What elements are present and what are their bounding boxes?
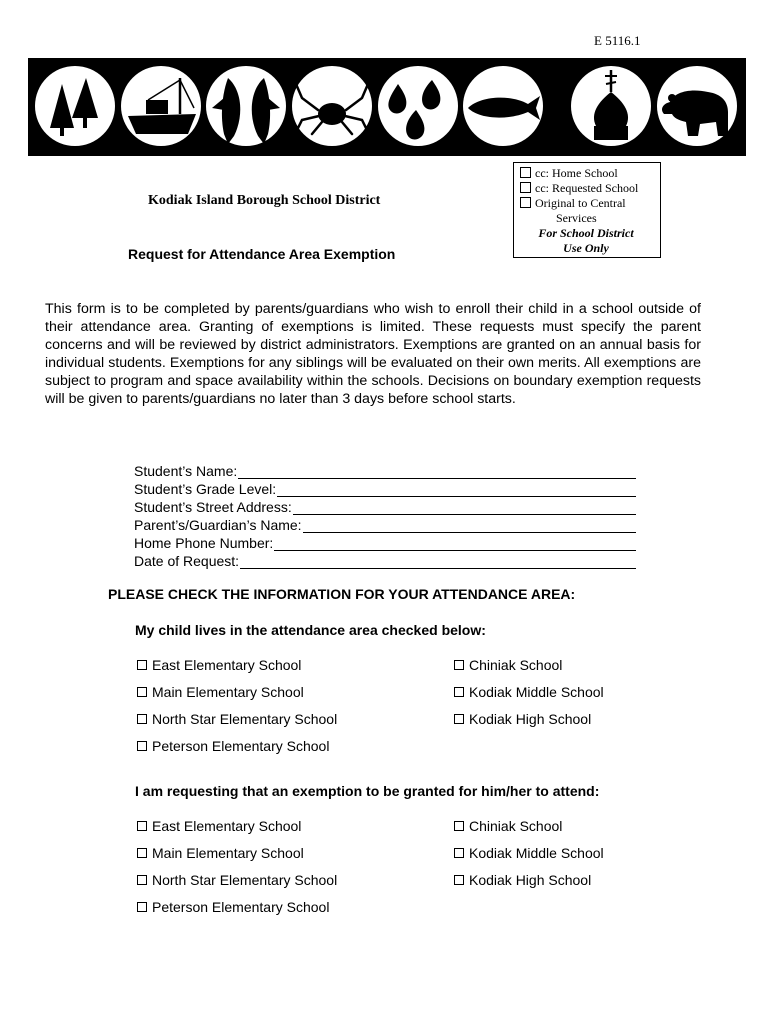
form-number: E 5116.1 — [594, 33, 641, 48]
student-info-fields — [134, 461, 636, 569]
checkbox[interactable] — [137, 660, 147, 670]
checkbox[interactable] — [137, 848, 147, 858]
lives-option[interactable]: Peterson Elementary School — [137, 738, 329, 754]
routing-item: cc: Requested School — [520, 181, 660, 196]
routing-note: Use Only — [563, 241, 609, 255]
routing-item: Original to Central — [520, 196, 660, 211]
request-option[interactable]: Kodiak Middle School — [454, 845, 604, 861]
checkbox[interactable] — [454, 848, 464, 858]
grade-level-field[interactable]: Student’s Grade Level: — [134, 479, 636, 497]
request-date-field[interactable]: Date of Request: — [134, 551, 636, 569]
request-option[interactable]: East Elementary School — [137, 818, 301, 834]
routing-continuation: Services — [556, 211, 597, 225]
lives-option[interactable]: Kodiak Middle School — [454, 684, 604, 700]
guardian-name-line[interactable] — [303, 519, 636, 533]
lives-option[interactable]: Chiniak School — [454, 657, 562, 673]
request-date-line[interactable] — [240, 555, 636, 569]
checkbox[interactable] — [137, 902, 147, 912]
request-option[interactable]: Peterson Elementary School — [137, 899, 329, 915]
street-address-field[interactable]: Student’s Street Address: — [134, 497, 636, 515]
street-address-line[interactable] — [293, 501, 636, 515]
checkbox[interactable] — [454, 714, 464, 724]
form-title: Request for Attendance Area Exemption — [128, 246, 396, 262]
guardian-name-field[interactable]: Parent’s/Guardian’s Name: — [134, 515, 636, 533]
routing-note: For School District — [538, 226, 634, 240]
lives-option[interactable]: Kodiak High School — [454, 711, 591, 727]
checkbox[interactable] — [137, 741, 147, 751]
check-heading: PLEASE CHECK THE INFORMATION FOR YOUR ATTENDANCE AREA: — [108, 586, 576, 602]
routing-box — [513, 162, 661, 258]
checkbox-cc-requested-school[interactable] — [520, 182, 531, 193]
checkbox[interactable] — [454, 660, 464, 670]
lives-heading: My child lives in the attendance area checked below: — [135, 622, 486, 638]
request-option[interactable]: North Star Elementary School — [137, 872, 337, 888]
checkbox-original-central[interactable] — [520, 197, 531, 208]
intro-paragraph: This form is to be completed by parents/guardians who wish to enroll their child in a school outside of their attendance area. Granting of exemptions is limited. These requests must specify the parent concerns and will be reviewed by district administrators. Exemptions are granted on an annual basis for individual students. Exemptions for any siblings will be evaluated on their own merits. All exemptions are subject to program and space availability within the schools. Decisions on boundary exemption requests will be given to parents/guardians no later than 3 days before school starts. — [45, 301, 701, 407]
header-banner — [28, 58, 746, 156]
student-name-field[interactable]: Student’s Name: — [134, 461, 636, 479]
student-name-line[interactable] — [238, 465, 636, 479]
home-phone-line[interactable] — [274, 537, 636, 551]
checkbox[interactable] — [454, 687, 464, 697]
checkbox[interactable] — [137, 714, 147, 724]
checkbox[interactable] — [137, 687, 147, 697]
checkbox[interactable] — [454, 821, 464, 831]
checkbox[interactable] — [137, 875, 147, 885]
lives-option[interactable]: North Star Elementary School — [137, 711, 337, 727]
checkbox[interactable] — [454, 875, 464, 885]
home-phone-field[interactable]: Home Phone Number: — [134, 533, 636, 551]
district-name: Kodiak Island Borough School District — [148, 193, 381, 208]
checkbox-cc-home-school[interactable] — [520, 167, 531, 178]
request-option[interactable]: Kodiak High School — [454, 872, 591, 888]
request-option[interactable]: Chiniak School — [454, 818, 562, 834]
lives-option[interactable]: East Elementary School — [137, 657, 301, 673]
routing-item: cc: Home School — [520, 166, 660, 181]
checkbox[interactable] — [137, 821, 147, 831]
lives-option[interactable]: Main Elementary School — [137, 684, 304, 700]
grade-level-line[interactable] — [277, 483, 636, 497]
request-option[interactable]: Main Elementary School — [137, 845, 304, 861]
request-heading: I am requesting that an exemption to be granted for him/her to attend: — [135, 783, 600, 799]
